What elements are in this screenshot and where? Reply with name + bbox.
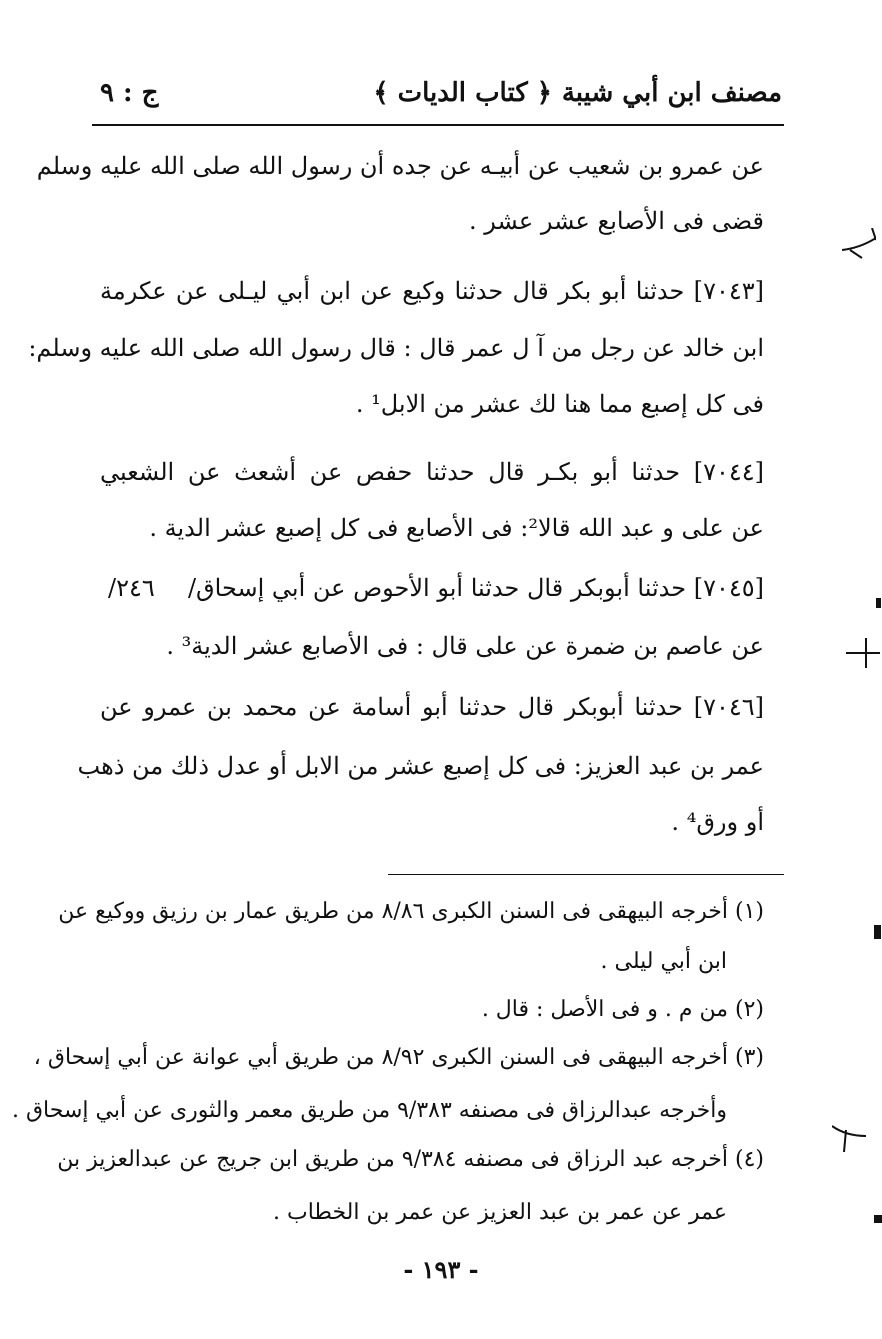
hadith-7043: [٧٠٤٣] حدثنا أبو بكر قال حدثنا وكيع عن ابن أبي ليـلى عن عكرمة bbox=[100, 277, 764, 305]
book-title: مصنف ابن أبي شيبة bbox=[561, 78, 782, 108]
crop-mark-icon bbox=[832, 1118, 866, 1152]
text-line: عمر بن عبد العزيز: فى كل إصبع عشر من الابل أو عدل ذلك من ذهب bbox=[77, 752, 764, 780]
footnote-4-cont: عمر عن عمر بن عبد العزيز عن عمر بن الخطاب . bbox=[273, 1200, 727, 1225]
volume-number: ج : ٩ bbox=[100, 78, 159, 108]
scan-mark bbox=[874, 925, 881, 939]
text-line: أو ورق⁴ . bbox=[671, 808, 764, 836]
footnote-4: (٤) أخرجه عبد الرزاق فى مصنفه ٩/٣٨٤ من طريق ابن جريج عن عبدالعزيز بن bbox=[57, 1147, 764, 1172]
page-number: - ١٩٣ - bbox=[403, 1255, 479, 1284]
footnote-1: (١) أخرجه البيهقى فى السنن الكبرى ٨/٨٦ من طريق عمار بن رزيق ووكيع عن bbox=[58, 899, 764, 924]
crop-mark-icon bbox=[842, 228, 876, 262]
footnote-3: (٣) أخرجه البيهقى فى السنن الكبرى ٨/٩٢ من طريق أبي عوانة عن أبي إسحاق ، bbox=[33, 1045, 764, 1070]
text-line: عن على و عبد الله قالا²: فى الأصابع فى كل إصبع عشر الدية . bbox=[149, 514, 764, 542]
hadith-7045: [٧٠٤٥] حدثنا أبوبكر قال حدثنا أبو الأحوص عن أبي إسحاق/ bbox=[187, 574, 764, 602]
chapter-title: ﴿ كتاب الديات ﴾ bbox=[373, 78, 552, 108]
hadith-7044: [٧٠٤٤] حدثنا أبو بكـر قال حدثنا حفص عن أشعث عن الشعبي bbox=[100, 458, 765, 486]
footnote-1-cont: ابن أبي ليلى . bbox=[600, 949, 727, 974]
running-header bbox=[100, 78, 782, 122]
footnote-rule bbox=[388, 874, 784, 875]
text-line: فى كل إصبع مما هنا لك عشر من الابل¹ . bbox=[355, 390, 764, 418]
text-line: ابن خالد عن رجل من آ ل عمر قال : قال رسول الله صلى الله عليه وسلم: bbox=[28, 334, 764, 362]
header-rule bbox=[92, 124, 784, 126]
text-line: عن عمرو بن شعيب عن أبيـه عن جده أن رسول الله صلى الله عليه وسلم bbox=[36, 152, 764, 180]
registration-mark-icon bbox=[846, 636, 880, 670]
scan-mark bbox=[876, 598, 881, 608]
text-line: عن عاصم بن ضمرة عن على قال : فى الأصابع عشر الدية³ . bbox=[166, 632, 764, 660]
footnote-3-cont: وأخرجه عبدالرزاق فى مصنفه ٩/٣٨٣ من طريق معمر والثورى عن أبي إسحاق . bbox=[12, 1098, 727, 1123]
footnote-2: (٢) من م . و فى الأصل : قال . bbox=[481, 997, 764, 1022]
text-line: قضى فى الأصابع عشر عشر . bbox=[469, 207, 764, 235]
scan-mark bbox=[874, 1215, 882, 1223]
hadith-7046: [٧٠٤٦] حدثنا أبوبكر قال حدثنا أبو أسامة عن محمد بن عمرو عن bbox=[100, 693, 764, 721]
margin-page-ref: ٢٤٦/ bbox=[108, 574, 155, 602]
